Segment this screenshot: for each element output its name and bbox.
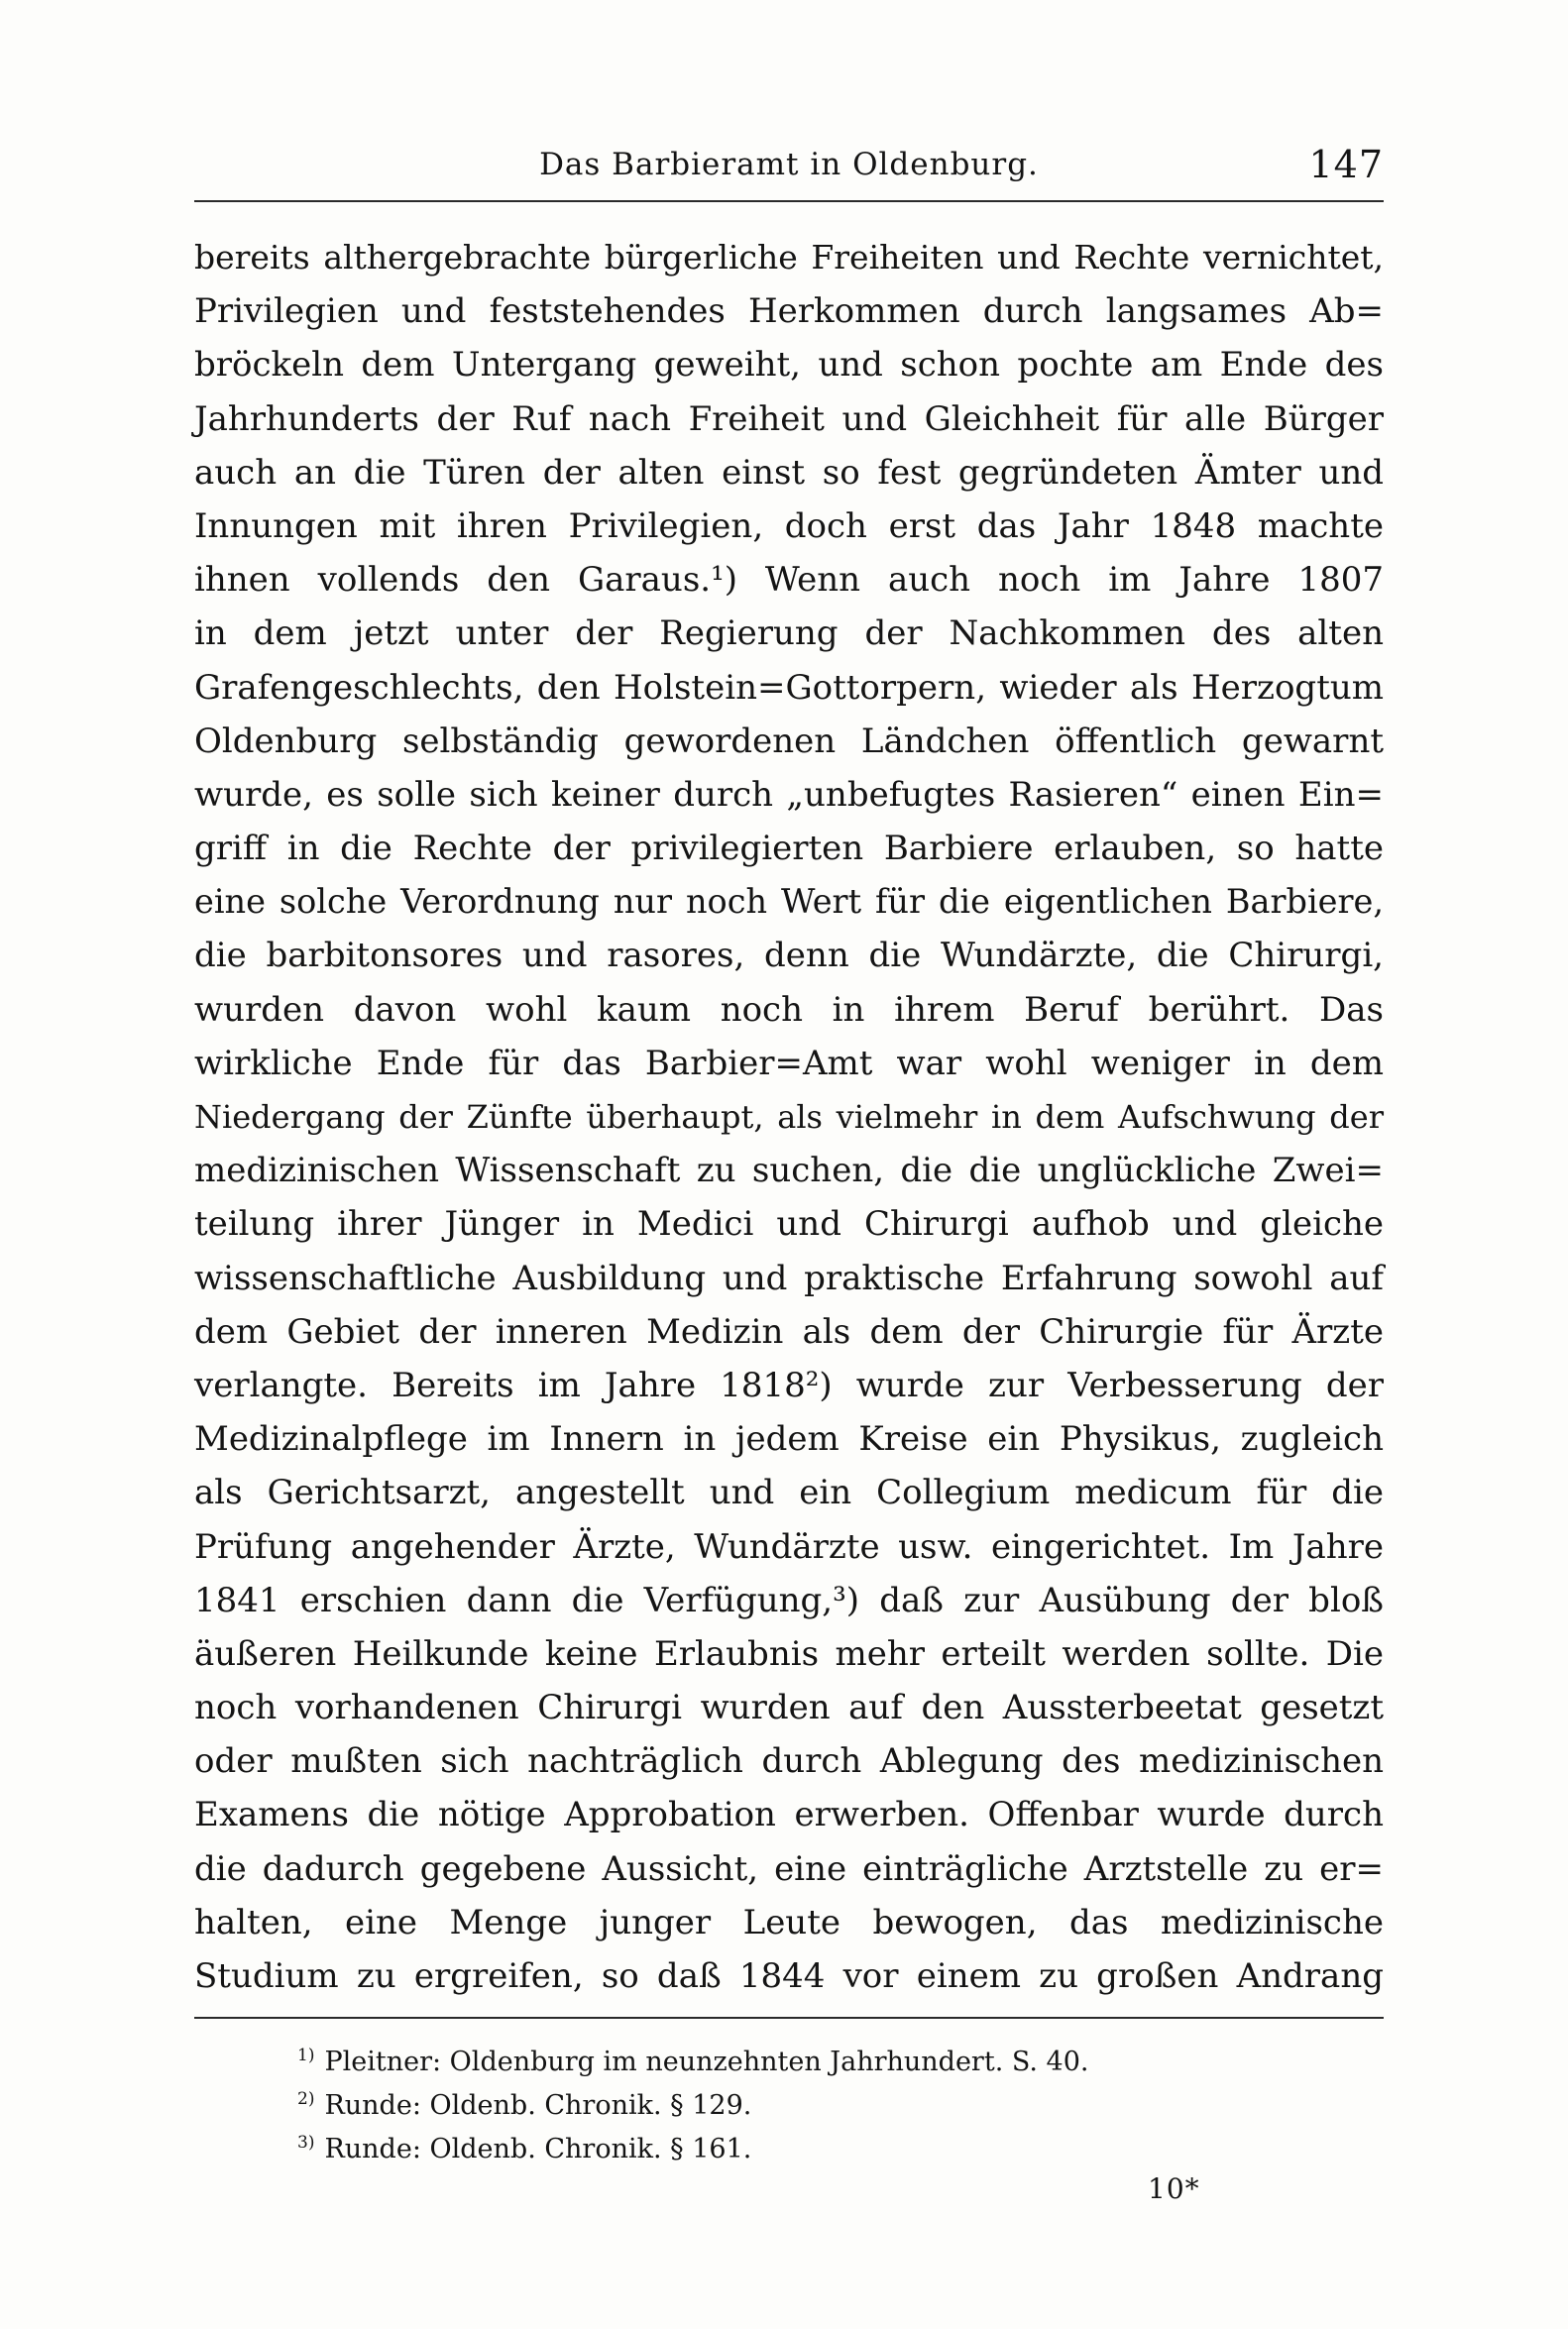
text-line: Examens die nötige Approbation erwerben. Offenbar wurde durch xyxy=(194,1795,1384,1835)
footnote-marker: 2) xyxy=(297,2089,315,2109)
footnote-1 xyxy=(297,2034,1288,2077)
footnote-2 xyxy=(297,2077,1288,2121)
text-line: dem Gebiet der inneren Medizin als dem der Chirurgie für Ärzte xyxy=(194,1311,1384,1352)
text-line: Studium zu ergreifen, so daß 1844 vor einem zu großen Andrang xyxy=(194,1956,1384,1996)
text-line: wissenschaftliche Ausbildung und praktische Erfahrung sowohl auf xyxy=(194,1258,1384,1298)
footnote-text: Runde: Oldenb. Chronik. § 161. xyxy=(324,2134,752,2164)
text-line: Privilegien und feststehendes Herkommen durch langsames Ab= xyxy=(194,291,1384,332)
text-line: Prüfung angehender Ärzte, Wundärzte usw. eingerichtet. Im Jahre xyxy=(194,1526,1384,1567)
footnote-marker: 3) xyxy=(297,2133,315,2153)
footnote-text: Runde: Oldenb. Chronik. § 129. xyxy=(324,2090,752,2121)
text-line: auch an die Türen der alten einst so fest gegründeten Ämter und xyxy=(194,452,1384,493)
text-line: Grafengeschlechts, den Holstein=Gottorpern, wieder als Herzogtum xyxy=(194,667,1384,708)
header-rule xyxy=(194,200,1384,202)
footnote-rule xyxy=(194,2017,1384,2019)
text-line: oder mußten sich nachträglich durch Ablegung des medizinischen xyxy=(194,1741,1384,1782)
text-line: 1841 erschien dann die Verfügung,³) daß zur Ausübung der bloß xyxy=(194,1580,1384,1620)
text-line: noch vorhandenen Chirurgi wurden auf den Aussterbeetat gesetzt xyxy=(194,1688,1384,1728)
footnote-marker: 1) xyxy=(297,2046,315,2065)
running-head xyxy=(194,139,1384,198)
text-line: ihnen vollends den Garaus.¹) Wenn auch noch im Jahre 1807 xyxy=(194,560,1384,601)
text-line: in dem jetzt unter der Regierung der Nachkommen des alten xyxy=(194,613,1384,654)
text-line: wurden davon wohl kaum noch in ihrem Beruf berührt. Das xyxy=(194,989,1384,1030)
text-line: bröckeln dem Untergang geweiht, und schon pochte am Ende des xyxy=(194,345,1384,386)
running-title: Das Barbieramt in Oldenburg. xyxy=(539,147,1039,182)
text-line: Medizinalpflege im Innern in jedem Kreise ein Physikus, zugleich xyxy=(194,1419,1384,1460)
text-line: griff in die Rechte der privilegierten Barbiere erlauben, so hatte xyxy=(194,829,1384,869)
sheet-signature: 10* xyxy=(1148,2172,1200,2205)
text-line: als Gerichtsarzt, angestellt und ein Collegium medicum für die xyxy=(194,1473,1384,1513)
text-line: medizinischen Wissenschaft zu suchen, die die unglückliche Zwei= xyxy=(194,1151,1384,1191)
text-line: verlangte. Bereits im Jahre 1818²) wurde zur Verbesserung der xyxy=(194,1365,1384,1405)
text-line: wurde, es solle sich keiner durch „unbefugtes Rasieren“ einen Ein= xyxy=(194,774,1384,815)
text-line: äußeren Heilkunde keine Erlaubnis mehr erteilt werden sollte. Die xyxy=(194,1633,1384,1674)
text-line: wirkliche Ende für das Barbier=Amt war wohl weniger in dem xyxy=(194,1043,1384,1083)
text-line: die dadurch gegebene Aussicht, eine einträgliche Arztstelle zu er= xyxy=(194,1848,1384,1889)
text-line: halten, eine Menge junger Leute bewogen, das medizinische xyxy=(194,1902,1384,1942)
body-text xyxy=(194,231,1384,2003)
footnotes xyxy=(297,2034,1288,2164)
text-line: Oldenburg selbständig gewordenen Ländchen öffentlich gewarnt xyxy=(194,721,1384,761)
text-line: Jahrhunderts der Ruf nach Freiheit und Gleichheit für alle Bürger xyxy=(194,398,1384,439)
text-line: bereits althergebrachte bürgerliche Freiheiten und Rechte vernichtet, xyxy=(194,238,1384,277)
text-line: teilung ihrer Jünger in Medici und Chirurgi aufhob und gleiche xyxy=(194,1204,1384,1245)
text-line: Niedergang der Zünfte überhaupt, als vielmehr in dem Aufschwung der xyxy=(194,1098,1384,1136)
footnote-3 xyxy=(297,2121,1288,2164)
text-line: Innungen mit ihren Privilegien, doch erst das Jahr 1848 machte xyxy=(194,505,1384,546)
text-line: eine solche Verordnung nur noch Wert für die eigentlichen Barbiere, xyxy=(194,882,1384,922)
text-line: die barbitonsores und rasores, denn die Wundärzte, die Chirurgi, xyxy=(194,936,1384,976)
footnote-text: Pleitner: Oldenburg im neunzehnten Jahrhundert. S. 40. xyxy=(324,2047,1089,2077)
page-number: 147 xyxy=(1308,143,1384,186)
